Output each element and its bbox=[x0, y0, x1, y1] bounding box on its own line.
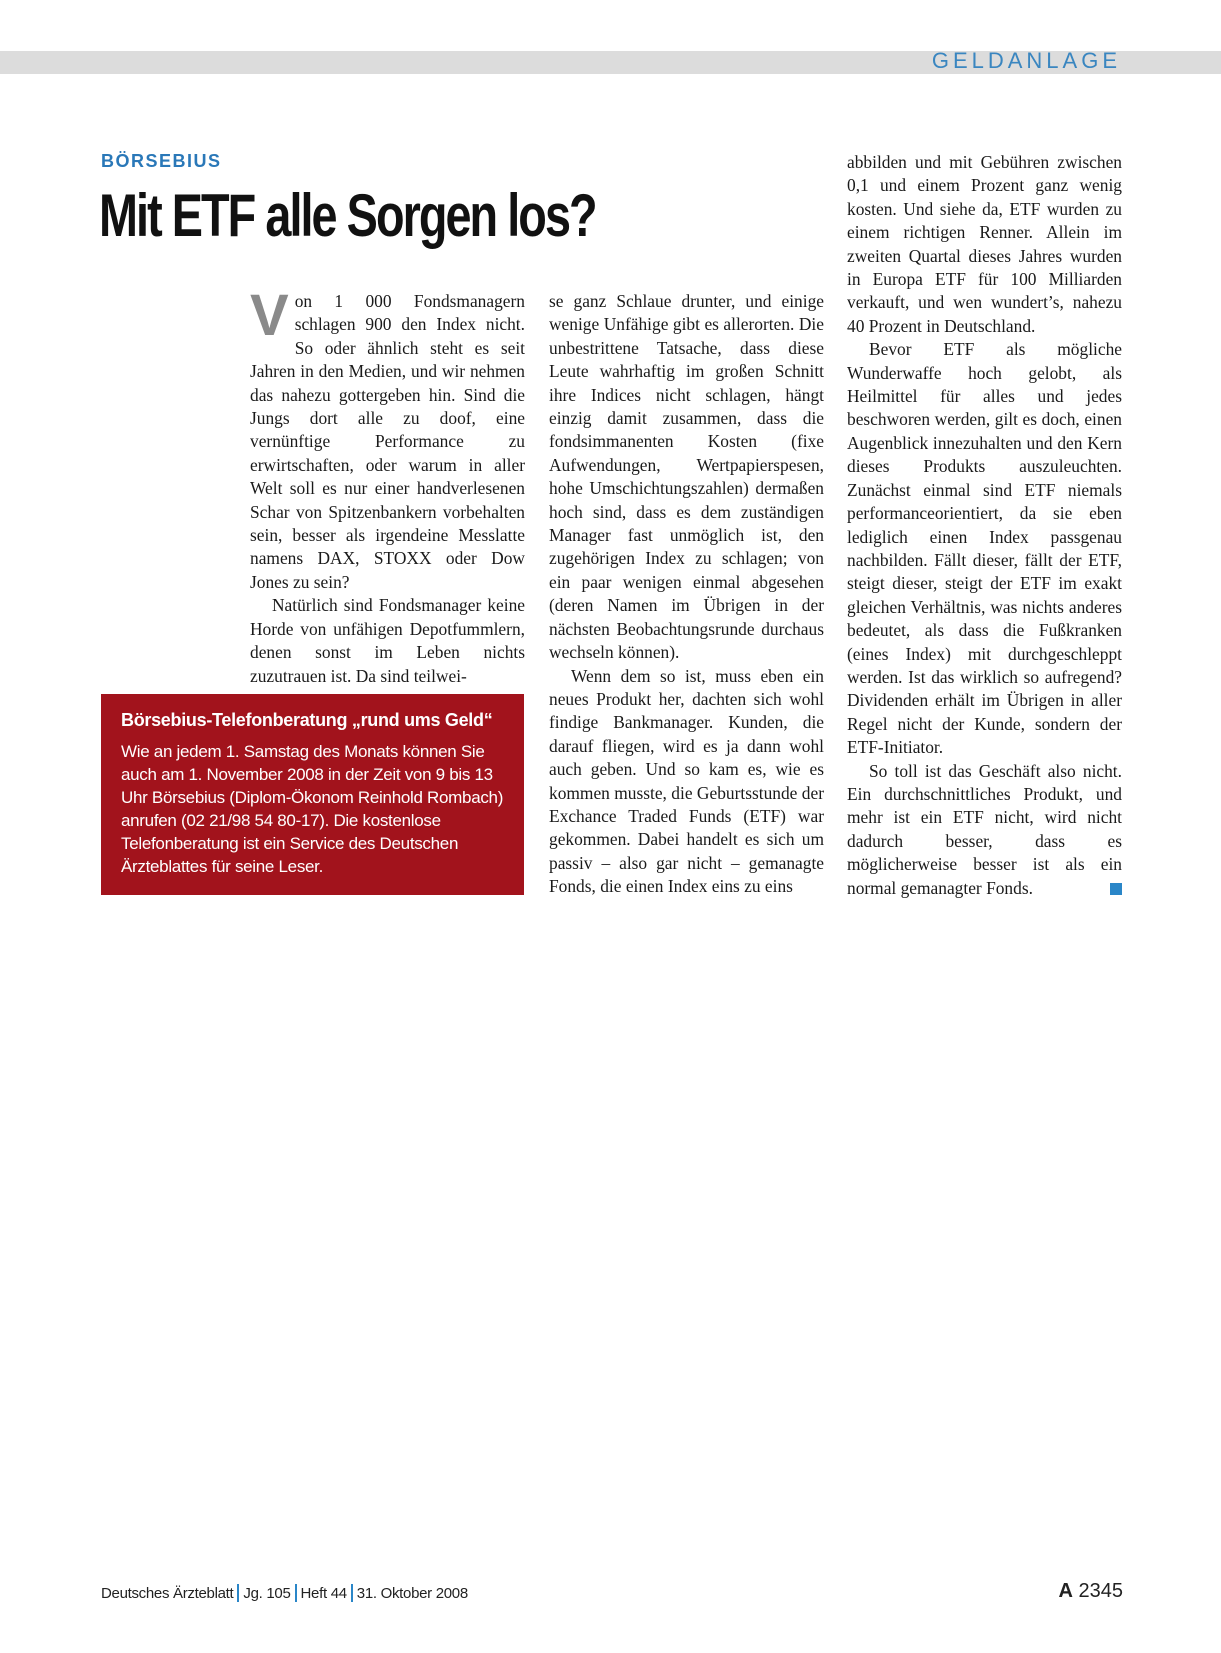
paragraph-text: So toll ist das Geschäft also nicht. Ein durchschnittliches Produkt, und mehr ist ein ETF nicht, wird nicht dadurch besser, dass es möglicherweise besser ist als ein normal gemanagter Fonds. bbox=[847, 760, 1122, 898]
dropcap: V bbox=[250, 283, 289, 348]
paragraph: abbilden und mit Gebühren zwischen 0,1 und einem Prozent ganz wenig kosten. Und siehe da, ETF wurden zu einem richtigen Renner. Allein im zweiten Quartal dieses Jahres wurden in Europa ETF für 100 Milliarden verkauft, und wen wundert’s, nahezu 40 Prozent in Deutschland. bbox=[847, 152, 1122, 336]
article-column-2 bbox=[549, 290, 824, 899]
journal-name: Deutsches Ärzteblatt bbox=[101, 1585, 234, 1602]
journal-issue: Heft 44 bbox=[300, 1585, 347, 1602]
footer-separator bbox=[351, 1584, 353, 1602]
paragraph bbox=[250, 283, 525, 594]
page-prefix: A bbox=[1058, 1580, 1073, 1602]
footer-separator bbox=[295, 1584, 297, 1602]
article-kicker: BÖRSEBIUS bbox=[101, 151, 222, 171]
info-box bbox=[101, 694, 524, 895]
page-number bbox=[1058, 1580, 1123, 1603]
page-number-value: 2345 bbox=[1078, 1580, 1123, 1602]
info-box-title: Börsebius-Telefonberatung „rund ums Geld“ bbox=[121, 710, 493, 730]
paragraph-text: on 1 000 Fondsmanagern schlagen 900 den Index nicht. So oder ähnlich steht es seit Jahren in den Medien, und wir nehmen das nahezu gottergeben hin. Sind die Jungs dort alle zu doof, eine vernünftige Performance zu erwirtschaften, oder warum in aller Welt soll es nur einer handverlesenen Schar von Spitzenbankern vorbehalten sein, besser als irgendeine Messlatte namens DAX, STOXX oder Dow Jones zu sein? bbox=[250, 291, 525, 592]
end-of-article-icon bbox=[1110, 883, 1122, 895]
issue-date: 31. Oktober 2008 bbox=[356, 1585, 468, 1602]
article-title: Mit ETF alle Sorgen los? bbox=[99, 182, 596, 249]
info-box-text: Wie an jedem 1. Samstag des Monats können Sie auch am 1. November 2008 in der Zeit von 9 bis 13 Uhr Börsebius (Diplom-Ökonom Reinhold Rombach) anrufen (02 21/98 54 80-17). Die kostenlose Telefonberatung ist ein Service des Deutschen Ärzteblattes für seine Leser. bbox=[121, 742, 504, 876]
paragraph: Wenn dem so ist, muss eben ein neues Produkt her, dachten sich wohl findige Bankmanager. Kunden, die darauf fliegen, wird es ja dann wohl auch geben. Und so kam es, wie es kommen musste, die Geburtsstunde der Exchance Traded Funds (ETF) war gekommen. Dabei handelt es sich um passiv – also gar nicht – gemanagte Fonds, die einen Index eins zu eins bbox=[549, 665, 824, 897]
journal-volume: Jg. 105 bbox=[243, 1585, 291, 1602]
footer-citation bbox=[101, 1584, 468, 1602]
article-column-1 bbox=[250, 283, 525, 688]
section-label: GELDANLAGE bbox=[931, 48, 1121, 73]
footer-separator bbox=[237, 1584, 239, 1602]
paragraph: Natürlich sind Fondsmanager keine Horde von unfähigen Depotfummlern, denen sonst im Leben nichts zuzutrauen ist. Da sind teilwei- bbox=[250, 595, 525, 686]
paragraph-last bbox=[847, 760, 1122, 900]
article-column-3 bbox=[847, 151, 1122, 900]
paragraph: Bevor ETF als mögliche Wunderwaffe hoch gelobt, als Heilmittel für alles und jedes beschworen werden, gilt es doch, einen Augenblick innezuhalten und den Kern dieses Produkts auszuleuchten. Zunächst einmal sind ETF niemals performanceorientiert, da sie eben lediglich einen Index passgenau nachbilden. Fällt dieser, fällt der ETF, steigt dieser, steigt der ETF im exakt gleichen Verhältnis, was nichts anderes bedeutet, als dass die Fußkranken (eines Index) mit durchgeschleppt werden. Ist das wirklich so aufregend? Dividenden erhält im Übrigen in aller Regel nicht der Kunde, sondern der ETF-Initiator. bbox=[847, 339, 1122, 758]
paragraph: se ganz Schlaue drunter, und einige wenige Unfähige gibt es allerorten. Die unbestrittene Tatsache, dass diese Leute wahrhaftig im großen Schnitt ihre Indices nicht schlagen, hängt einzig damit zusammen, dass die fondsimmanenten Kosten (fixe Aufwendungen, Wertpapierspesen, hohe Umschichtungszahlen) dermaßen hoch sind, dass es dem zuständigen Manager fast unmöglich ist, den zugehörigen Index zu schlagen; von ein paar wenigen einmal abgesehen (deren Namen im Übrigen in der nächsten Beobachtungsrunde durchaus wechseln können). bbox=[549, 291, 824, 663]
